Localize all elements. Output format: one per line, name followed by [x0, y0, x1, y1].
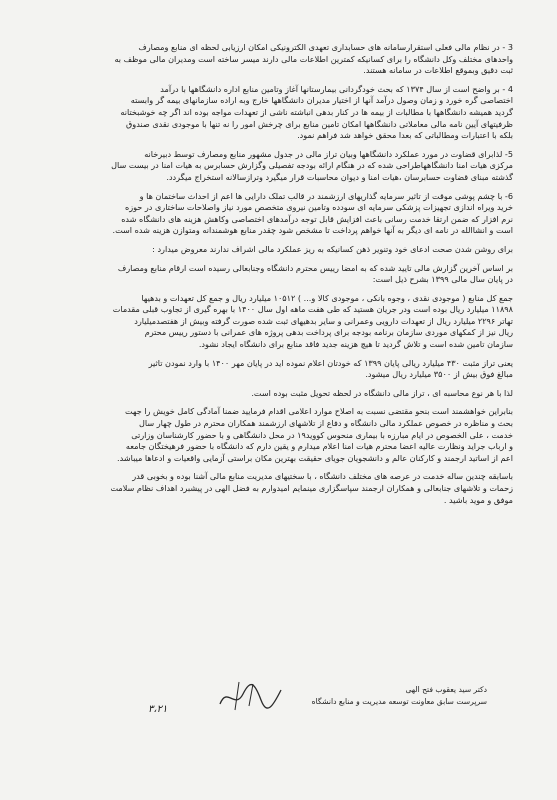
signatory-title: سرپرست سابق معاونت توسعه مدیریت و منابع دانشگاه: [311, 697, 487, 706]
intro-statement: برای روشن شدن صحت ادعای خود وتنویر ذهن کسانیکه به ریز عملکرد مالی اشراف ندارند معروض میدارد :: [152, 243, 513, 254]
handwritten-date: ۳،۲۱: [148, 704, 168, 715]
signature-scribble: [215, 676, 285, 716]
signature-block: [312, 684, 487, 708]
paragraph-3: 3 - در نظام مالی فعلی استقرارسامانه های حسابداری تعهدی الکترونیکی امکان ارزیابی لحظه ای منابع ومصارف واحدهای مختلف وکل دانشگاه را برای کسانیکه کمترین اطلاعات مالی دارند میسر ساخته است ومدیران مالی موظف به ثبت دقیق وبموقع اطلاعات در سامانه هستند.: [114, 42, 513, 76]
signatory-name: دکتر سید یعقوب فتح الهی: [405, 685, 487, 694]
paragraph-6: 6- با چشم پوشی موقت از تاثیر سرمایه گذاریهای ارزشمند در قالب تملک دارایی ها اعم از احداث ساختمان ها و خرید ویراه اندازی تجهیزات پزشکی سرمایه ای سودده وتامین نیروی متخصص مورد نیاز واصلاحات ساختاری در حوزه نرم افزار که ضمن ارتقا خدمت رسانی باعث افزایش قابل توجه درآمدهای اختصاصی وکاهش هزینه های دانشگاه شده است و انشاالله در نامه ای دیگر به آنها خواهم پرداخت تا مشخص شود چقدر منابع هوشمندانه ومتوازن هزینه شده است.: [112, 190, 513, 236]
paragraph-5: 5- لذابرای قضاوت در مورد عملکرد دانشگاهها وبیان تراز مالی در جدول مشهور منابع ومصارف توسط دبیرخانه مرکزی هیات امنا دانشگاههاطراحی شده که در هنگام ارائه بودجه تفصیلی وگزارش حسابرس به هیات امنا در بیست سال گذشته مبنای قضاوت حسابرسان ،هیات امنا و دیوان محاسبات قرار میگیرد وترازسالانه استخراج میگردد.: [111, 148, 513, 182]
positive-balance: یعنی تراز مثبت ۴۳۰ میلیارد ریالی پایان ۱۳۹۹ که خودتان اعلام نموده اید در پایان مهر ۱۴۰۰ با وارد نمودن تاثیر مبالغ فوق بیش از ۳۵۰۰ میلیارد ریال میشود.: [148, 357, 513, 380]
closing-paragraph: باسابقه چندین ساله خدمت در عرصه های مختلف دانشگاه ، با سختیهای مدیریت منابع مالی آشنا بوده و بخوبی قدر زحمات و تلاشهای جنابعالی و همکاران ارجمند سپاسگزاری مینمایم امیدوارم به فضل الهی در پیشبرد اهداف نظام سلامت موفق و موید باشید .: [110, 471, 513, 505]
paragraph-4: 4 - بر واضح است از سال ۱۳۷۴ که بحث خودگردانی بیمارستانها آغاز وتامین منابع اداره دانشگاهها با درآمد اختصاصی گره خورد و زمان وصول درآمد آنها از اختیار مدیران دانشگاهها خارج وبه اراده سازمانهای بیمه گر وابسته گردید همیشه دانشگاهها با مطالبات از بیمه ها در کنار بدهی انباشته ناشی از تعهدات مواجه بوده اند اگر چه خوشبختانه ظرفیتهای آیین نامه مالی معاملاتی دانشگاهها امکان تامین منابع برای چرخش امور را نه تنها با موجودی نقدی صندوق بلکه با اعتبارات ومطالباتی که بعدا محقق خواهد شد فراهم نمود.: [120, 83, 513, 141]
financial-report-intro: بر اساس آخرین گزارش مالی تایید شده که به امضا رییس محترم دانشگاه وجنابعالی رسیده است ارقام منابع ومصارف در پایان سال مالی ۱۳۹۹ بشرح ذیل است:: [117, 262, 513, 285]
financial-figures: جمع کل منابع ( موجودی نقدی ، وجوه بانکی ، موجودی کالا و... ) ۱۰۵۱۲ میلیارد ریال و جمع کل تعهدات و بدهیها ۱۱۸۹۸ میلیارد ریال بوده است ودر جریان هستید که طی هفت ماهه اول سال ۱۴۰۰ با بهره گیری از تجاوب قبلی مقدمات تهاتر ۲۲۹۶ میلیارد ریال از تعهدات دارویی وعمرانی و سایر بدهیهای ثبت شده صورت گرفته وبیش از هفتصدمیلیارد ریال نیز از کمکهای موردی سازمان برنامه بودجه برای پرداخت بدهی پروژه های عمرانی با دستور رییس محترم سازمان تامین شده است و تلاش گردید تا هیچ هزینه جدید فاقد منابع برای دانشگاه ایجاد نشود.: [112, 292, 513, 350]
conclusion-line: لذا با هر نوع محاسبه ای ، تراز مالی دانشگاه در لحظه تحویل مثبت بوده است.: [251, 387, 513, 398]
request-paragraph: بنابراین خواهشمند است بنحو مقتضی نسبت به اصلاح موارد اعلامی اقدام فرمایید ضمنا آمادگی کامل خویش را جهت بحث و مناظره در خصوص عملکرد مالی دانشگاه و دفاع از تلاشهای ارزشمند همکاران محترم در طول چهار سال خدمت ، علی الخصوص در ایام مبارزه با بیماری منحوس کووید۱۹ در محل دانشگاهی و با حضور کارشناسان وزارتی و ارباب جراید ونظارت عالیه اعضا محترم هیات امنا اعلام میدارم و یقین دارم که دانشگاه با حضور فرهیختگان جامعه اعم از اساتید ارجمند و کارکنان عالم و دانشجویان جویای حقیقت بهترین مکان براستی آزمایی واقعیات و ادعاها میباشد.: [117, 406, 513, 463]
